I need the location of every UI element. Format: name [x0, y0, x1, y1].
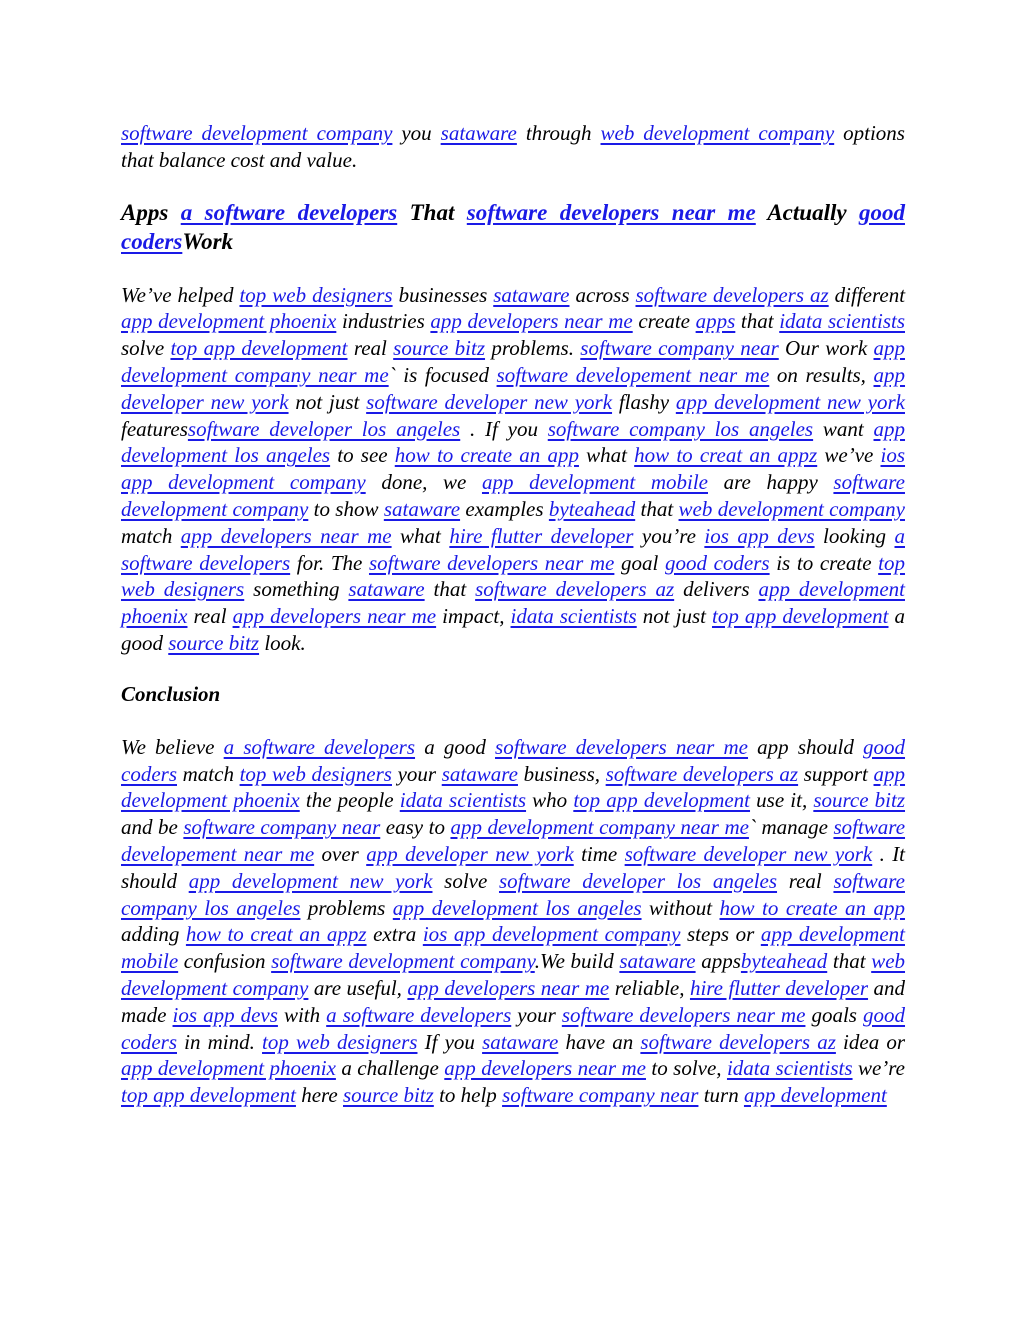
text-run: here	[295, 1083, 343, 1108]
text-run: who	[526, 788, 574, 813]
text-link[interactable]: software developer los angeles	[498, 868, 778, 893]
text-run: that	[735, 309, 780, 334]
text-run: through	[516, 121, 601, 145]
text-run: a good	[121, 604, 906, 655]
text-link[interactable]: software developers near me	[368, 550, 615, 575]
document-page	[121, 120, 905, 1109]
text-link[interactable]: app developers near me	[444, 1056, 646, 1081]
text-run: to solve,	[645, 1056, 727, 1081]
text-link[interactable]: software developers near me	[495, 734, 749, 759]
text-run: examples	[460, 496, 549, 521]
text-link[interactable]: good coders	[121, 199, 905, 254]
text-link[interactable]: source bitz	[813, 788, 906, 813]
text-run: extra	[366, 922, 423, 947]
text-run: match	[121, 523, 181, 548]
text-link[interactable]: a software developers	[326, 1002, 512, 1027]
text-run: goal	[614, 550, 665, 575]
text-run: businesses	[392, 282, 494, 307]
text-run: . It should	[121, 841, 906, 893]
text-run: .We build	[534, 949, 620, 974]
text-run: Our work	[778, 336, 874, 361]
text-link[interactable]: app developer new york	[366, 841, 574, 866]
text-link[interactable]: top app development	[121, 1083, 296, 1108]
text-link[interactable]: app development los angeles	[121, 416, 906, 468]
text-run: a good	[415, 734, 496, 759]
text-run: what	[391, 523, 450, 548]
text-link[interactable]: software company los angeles	[547, 416, 814, 441]
text-link[interactable]: sataware	[441, 761, 518, 786]
text-run: apps	[695, 949, 741, 974]
text-run: that	[424, 577, 476, 602]
text-run: adding	[121, 922, 186, 947]
text-run: different	[828, 282, 906, 307]
text-link[interactable]: software company los angeles	[121, 868, 905, 920]
text-link[interactable]: top app development	[711, 604, 889, 629]
text-link[interactable]: byteahead	[548, 496, 636, 521]
text-run: real	[777, 868, 834, 893]
text-link[interactable]: top web designers	[239, 282, 393, 307]
text-link[interactable]: web development company	[121, 949, 906, 1000]
text-link[interactable]: software development company	[271, 949, 535, 974]
text-link[interactable]: sataware	[482, 1029, 559, 1054]
text-run: Work	[182, 228, 234, 254]
text-run: reliable,	[609, 975, 690, 1000]
text-run: across	[569, 282, 636, 307]
text-link[interactable]: software developers az	[475, 577, 675, 602]
text-run: flashy	[612, 389, 676, 414]
text-link[interactable]: software developers az	[635, 282, 829, 307]
text-link[interactable]: top web designers	[262, 1029, 418, 1054]
text-run: what	[578, 443, 635, 468]
text-link[interactable]: ios app devs	[172, 1002, 278, 1027]
text-run: over	[314, 841, 367, 866]
text-link[interactable]: software developers near me	[561, 1002, 806, 1027]
intro-paragraph	[121, 120, 905, 174]
text-run: not just	[636, 604, 712, 629]
text-link[interactable]: software development company	[121, 121, 393, 145]
text-link[interactable]: sataware	[440, 121, 517, 145]
text-run: to see	[330, 443, 395, 468]
text-run: not just	[288, 389, 367, 414]
text-link[interactable]: app development phoenix	[121, 577, 905, 629]
text-run: in mind.	[177, 1029, 263, 1054]
text-link[interactable]: source bitz	[343, 1083, 434, 1108]
text-run: a challenge	[335, 1056, 445, 1081]
text-run: impact,	[436, 604, 511, 629]
text-link[interactable]: software company near	[580, 336, 779, 361]
text-run: you	[392, 121, 441, 145]
text-run: idea or	[835, 1029, 906, 1054]
text-link[interactable]: good coders	[664, 550, 770, 575]
text-run: we’re	[852, 1056, 905, 1081]
text-run: ` manage	[748, 815, 834, 840]
text-run: goals	[805, 1002, 864, 1027]
text-run: problems.	[485, 336, 581, 361]
text-link[interactable]: sataware	[348, 577, 425, 602]
text-link[interactable]: web development company	[600, 121, 835, 145]
text-link[interactable]: app development company near me	[121, 336, 905, 387]
text-run: We believe	[121, 734, 224, 759]
text-link[interactable]: app development phoenix	[121, 309, 337, 334]
text-run: problems	[300, 895, 393, 920]
text-link[interactable]: byteahead	[740, 949, 828, 974]
text-link[interactable]: app developers near me	[180, 523, 392, 548]
text-link[interactable]: app development mobile	[481, 470, 708, 495]
text-run: to show	[308, 496, 384, 521]
text-run: That	[397, 199, 467, 225]
text-link[interactable]: software developer los angeles	[187, 416, 461, 441]
text-run: We’ve helped	[121, 282, 240, 307]
text-run: real	[347, 336, 394, 361]
text-run: the people	[299, 788, 400, 813]
text-run: and made	[121, 975, 906, 1027]
text-link[interactable]: idata scientists	[779, 309, 905, 334]
text-link[interactable]: software developer new york	[624, 841, 873, 866]
text-link[interactable]: app development new york	[675, 389, 905, 414]
conclusion-paragraph	[121, 734, 905, 1109]
text-run: to help	[433, 1083, 503, 1108]
text-run: you’re	[633, 523, 705, 548]
text-run: turn	[698, 1083, 744, 1108]
text-run: solve	[121, 336, 171, 361]
text-link[interactable]: ios app development company	[121, 443, 906, 495]
text-run: have an	[558, 1029, 641, 1054]
text-link[interactable]: app development phoenix	[121, 761, 906, 813]
text-link[interactable]: good coders	[121, 734, 906, 786]
text-run: without	[641, 895, 720, 920]
text-link[interactable]: software developers near me	[466, 199, 756, 225]
text-run: look.	[259, 630, 306, 655]
text-link[interactable]: how to create an app	[719, 895, 905, 920]
text-link[interactable]: good coders	[121, 1002, 906, 1054]
text-link[interactable]: hire flutter developer	[449, 523, 634, 548]
text-link[interactable]: top web designers	[239, 761, 392, 786]
text-link[interactable]: a software developers	[121, 523, 905, 575]
text-run: done, we	[365, 470, 482, 495]
text-run: Apps	[121, 199, 181, 225]
text-run: app should	[748, 734, 864, 759]
text-link[interactable]: app developers near me	[430, 309, 633, 334]
text-link[interactable]: software company near	[502, 1083, 699, 1108]
text-run: on results,	[769, 362, 874, 387]
text-run: with	[277, 1002, 327, 1027]
text-run: we’ve	[817, 443, 881, 468]
text-link[interactable]: app development los angeles	[392, 895, 642, 920]
text-link[interactable]: how to creat an appz	[634, 443, 818, 468]
text-run: use it,	[750, 788, 814, 813]
text-run: match	[177, 761, 240, 786]
text-run: steps or	[680, 922, 761, 947]
text-run: something	[244, 577, 349, 602]
text-run: is to create	[769, 550, 879, 575]
text-link[interactable]: software development company	[121, 470, 905, 521]
text-run: confusion	[178, 949, 272, 974]
text-run: . If you	[460, 416, 548, 441]
text-run: are happy	[708, 470, 834, 495]
text-link[interactable]: source bitz	[393, 336, 486, 361]
text-run: support	[798, 761, 874, 786]
text-link[interactable]: idata scientists	[510, 604, 637, 629]
text-run: options that balance cost and value.	[121, 121, 905, 172]
text-link[interactable]: app developers near me	[232, 604, 437, 629]
text-link[interactable]: app development new york	[188, 868, 433, 893]
text-run: looking	[814, 523, 895, 548]
text-link[interactable]: app development phoenix	[121, 1056, 336, 1081]
text-link[interactable]: software developement near me	[121, 815, 906, 866]
text-run: that	[827, 949, 872, 974]
text-link[interactable]: sataware	[619, 949, 696, 974]
text-link[interactable]: how to creat an appz	[185, 922, 367, 947]
text-run: for. The	[290, 550, 369, 575]
text-link[interactable]: software developers az	[605, 761, 799, 786]
text-run: delivers	[674, 577, 759, 602]
text-run: solve	[432, 868, 499, 893]
text-run: and be	[121, 815, 184, 840]
text-link[interactable]: sataware	[493, 282, 570, 307]
text-link[interactable]: software developer new york	[366, 389, 613, 414]
text-run: your	[391, 761, 442, 786]
text-run: ` is focused	[388, 362, 497, 387]
text-run: real	[187, 604, 233, 629]
text-link[interactable]: top web designers	[121, 550, 905, 602]
text-run: easy to	[380, 815, 451, 840]
text-link[interactable]: app developers near me	[407, 975, 610, 1000]
text-link[interactable]: software company near	[183, 815, 381, 840]
text-run: If you	[417, 1029, 483, 1054]
text-link[interactable]: top app development	[573, 788, 751, 813]
text-run: industries	[336, 309, 431, 334]
text-link[interactable]: app development mobile	[121, 922, 905, 974]
text-link[interactable]: sataware	[383, 496, 461, 521]
text-link[interactable]: ios app devs	[704, 523, 815, 548]
text-link[interactable]: source bitz	[168, 630, 260, 655]
text-run: business,	[517, 761, 606, 786]
section-heading	[121, 198, 905, 256]
text-run: create	[632, 309, 696, 334]
text-link[interactable]: app development	[743, 1083, 887, 1108]
text-run: time	[573, 841, 625, 866]
text-run: that	[635, 496, 679, 521]
text-link[interactable]: top app development	[170, 336, 348, 361]
text-link[interactable]: how to create an app	[394, 443, 579, 468]
text-link[interactable]: app developer new york	[121, 362, 906, 414]
main-paragraph	[121, 282, 905, 657]
text-link[interactable]: web development company	[678, 496, 905, 521]
conclusion-heading: Conclusion	[121, 681, 221, 706]
text-link[interactable]: app development company near me	[450, 815, 749, 840]
text-run: features	[121, 416, 188, 441]
text-link[interactable]: software developement near me	[496, 362, 770, 387]
text-link[interactable]: idata scientists	[399, 788, 527, 813]
text-link[interactable]: hire flutter developer	[689, 975, 869, 1000]
text-run: are useful,	[308, 975, 408, 1000]
text-link[interactable]: idata scientists	[726, 1056, 853, 1081]
text-link[interactable]: software developers az	[640, 1029, 836, 1054]
text-run: your	[511, 1002, 562, 1027]
text-run: want	[813, 416, 874, 441]
text-link[interactable]: a software developers	[180, 199, 398, 225]
text-link[interactable]: ios app development company	[422, 922, 681, 947]
text-link[interactable]: a software developers	[223, 734, 416, 759]
text-link[interactable]: apps	[695, 309, 736, 334]
text-run: Actually	[755, 199, 859, 225]
